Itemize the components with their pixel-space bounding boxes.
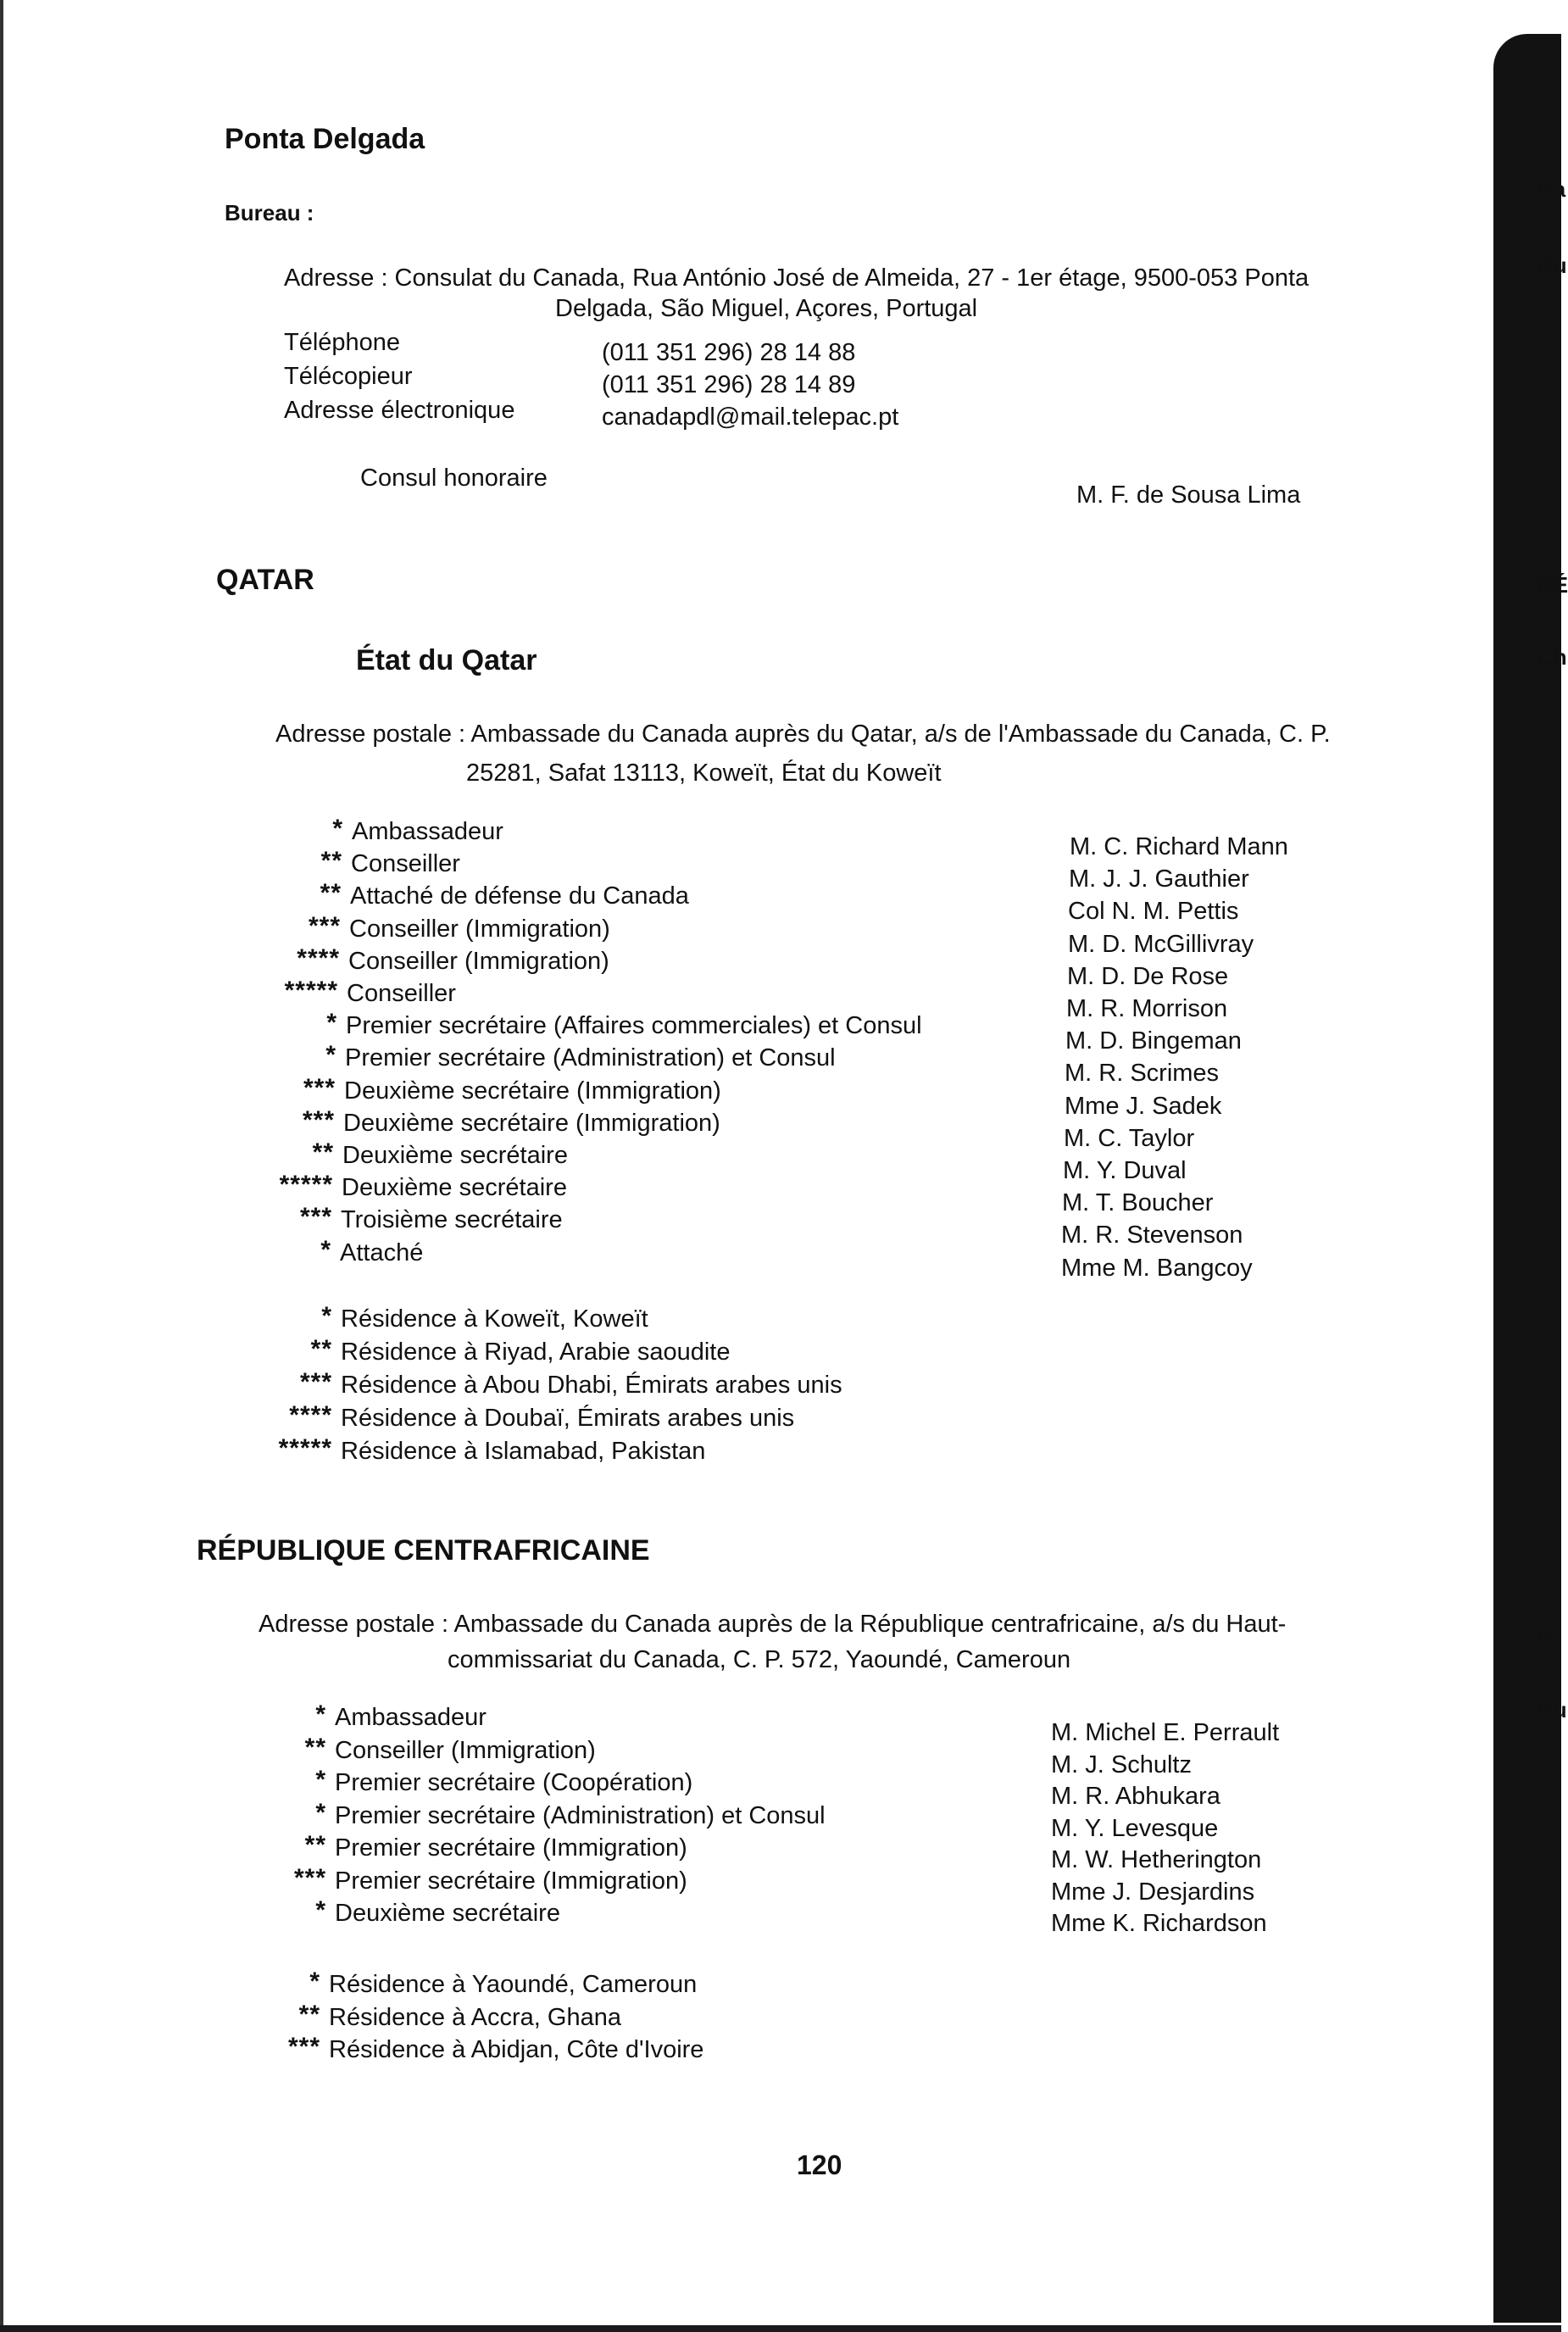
rank-asterisks: **** [297,943,340,972]
staff-name: M. W. Hetherington [1051,1846,1262,1873]
staff-role: Ambassadeur [335,1704,487,1731]
consul-role: Consul honoraire [360,465,548,492]
staff-name: M. D. McGillivray [1068,930,1254,958]
rank-asterisks: ** [304,1733,326,1762]
rank-asterisks: ** [310,1335,332,1363]
rank-asterisks: ***** [278,1434,332,1462]
residence-item: Résidence à Abou Dhabi, Émirats arabes unis [341,1372,842,1399]
staff-name: M. Michel E. Perrault [1051,1719,1280,1746]
margin-fragment: Bu [1537,253,1567,278]
staff-name: M. D. Bingeman [1065,1027,1242,1055]
staff-role: Deuxième secrétaire [342,1142,568,1169]
staff-role: Attaché de défense du Canada [350,882,689,910]
country-heading: QATAR [216,564,314,596]
staff-role: Attaché [340,1238,424,1266]
margin-fragment: P [1537,1623,1553,1649]
page-number: 120 [797,2150,842,2180]
rank-asterisks: ***** [279,1171,333,1199]
rank-asterisks: ***** [284,977,338,1005]
staff-name: Mme J. Desjardins [1051,1878,1255,1906]
rank-asterisks: * [315,1896,326,1924]
staff-role: Premier secrétaire (Immigration) [335,1834,687,1862]
staff-name: M. Y. Duval [1063,1157,1187,1184]
staff-role: Premier secrétaire (Coopération) [335,1769,693,1796]
staff-name: M. R. Stevenson [1061,1222,1243,1249]
rank-asterisks: * [325,1041,336,1070]
rank-asterisks: ** [304,1831,326,1859]
staff-name: M. D. De Rose [1067,962,1229,990]
staff-name: M. J. Schultz [1051,1750,1192,1778]
rank-asterisks: *** [299,1203,332,1232]
rank-asterisks: * [315,1766,326,1794]
address-line-1: Adresse : Consulat du Canada, Rua António José de Almeida, 27 - 1er étage, 9500-053 Ponta [284,264,1309,292]
staff-role: Conseiller (Immigration) [335,1736,596,1764]
staff-role: Deuxième secrétaire [342,1174,567,1202]
scan-right-strip [1478,51,1493,2297]
section-title: Ponta Delgada [225,123,425,155]
rank-asterisks: *** [299,1368,332,1396]
phone-label: Téléphone [284,329,401,356]
bureau-label: Bureau : [225,200,314,225]
postal-address-line-1: Adresse postale : Ambassade du Canada auprès de la République centrafricaine, a/s du Haut- [259,1611,1287,1638]
staff-role: Troisième secrétaire [341,1206,563,1234]
residence-item: Résidence à Yaoundé, Cameroun [329,1971,698,1998]
email-label: Adresse électronique [284,397,515,424]
residence-item: Résidence à Accra, Ghana [329,2003,621,2031]
staff-name: M. Y. Levesque [1051,1814,1219,1842]
scan-left-edge [0,0,3,2332]
rank-asterisks: *** [302,1105,335,1134]
residence-item: Résidence à Islamabad, Pakistan [341,1438,706,1465]
scan-right-edge [1493,34,1561,2323]
staff-role: Premier secrétaire (Administration) et Consul [345,1044,836,1072]
staff-role: Conseiller [351,850,460,878]
staff-name: M. T. Boucher [1062,1189,1214,1217]
staff-name: M. R. Morrison [1066,995,1228,1022]
margin-fragment: RÉ [1537,572,1568,598]
residence-item: Résidence à Riyad, Arabie saoudite [341,1339,731,1366]
rank-asterisks: * [321,1302,332,1330]
staff-role: Deuxième secrétaire [335,1900,560,1927]
staff-role: Conseiller (Immigration) [348,947,609,975]
fax-value: (011 351 296) 28 14 89 [602,371,856,398]
staff-name: M. R. Abhukara [1051,1783,1220,1810]
margin-fragment: Ch [1537,644,1567,670]
staff-name: Mme K. Richardson [1051,1910,1267,1937]
staff-name: M. C. Taylor [1064,1124,1195,1152]
rank-asterisks: **** [289,1401,332,1429]
residence-item: Résidence à Abidjan, Côte d'Ivoire [329,2036,704,2063]
rank-asterisks: * [315,1798,326,1827]
fax-label: Télécopieur [284,363,413,390]
staff-name: M. R. Scrimes [1065,1060,1220,1088]
staff-role: Premier secrétaire (Immigration) [335,1867,687,1895]
staff-role: Ambassadeur [352,818,503,845]
state-heading: État du Qatar [356,644,537,676]
rank-asterisks: * [332,815,343,843]
rank-asterisks: *** [303,1073,336,1102]
rank-asterisks: * [309,1967,320,1995]
country-heading: RÉPUBLIQUE CENTRAFRICAINE [197,1534,650,1567]
rank-asterisks: * [326,1009,337,1038]
rank-asterisks: ** [320,847,342,876]
rank-asterisks: *** [293,1863,326,1892]
rank-asterisks: * [320,1235,331,1264]
postal-address-line-2: 25281, Safat 13113, Koweït, État du Koweït [466,760,942,787]
rank-asterisks: *** [287,2033,320,2061]
staff-role: Premier secrétaire (Administration) et Consul [335,1801,826,1829]
rank-asterisks: ** [320,879,342,908]
staff-role: Deuxième secrétaire (Immigration) [344,1077,721,1105]
scan-bottom-edge [0,2325,1561,2332]
staff-name: Mme M. Bangcoy [1061,1254,1253,1282]
residence-item: Résidence à Koweït, Koweït [341,1305,648,1333]
address-line-2: Delgada, São Miguel, Açores, Portugal [555,295,978,322]
staff-name: M. J. J. Gauthier [1069,865,1249,893]
rank-asterisks: ** [312,1138,334,1166]
postal-address-line-2: commissariat du Canada, C. P. 572, Yaoundé, Cameroun [448,1646,1071,1673]
staff-role: Conseiller [347,980,456,1007]
rank-asterisks: * [315,1700,326,1728]
staff-name: Col N. M. Pettis [1068,898,1239,926]
staff-name: M. C. Richard Mann [1070,833,1288,860]
postal-address-line-1: Adresse postale : Ambassade du Canada auprès du Qatar, a/s de l'Ambassade du Canada, C. P. [275,721,1331,748]
staff-name: Mme J. Sadek [1065,1092,1222,1120]
consul-name: M. F. de Sousa Lima [1076,481,1301,509]
email-value: canadapdl@mail.telepac.pt [602,404,899,431]
rank-asterisks: *** [308,911,341,940]
phone-value: (011 351 296) 28 14 88 [602,339,856,366]
margin-fragment: Ba [1537,176,1566,202]
margin-fragment: Bu [1537,1697,1567,1723]
staff-role: Deuxième secrétaire (Immigration) [343,1109,720,1137]
staff-role: Conseiller (Immigration) [349,915,610,943]
staff-role: Premier secrétaire (Affaires commerciales) et Consul [346,1012,922,1040]
rank-asterisks: ** [298,2000,320,2029]
residence-item: Résidence à Doubaï, Émirats arabes unis [341,1405,795,1432]
